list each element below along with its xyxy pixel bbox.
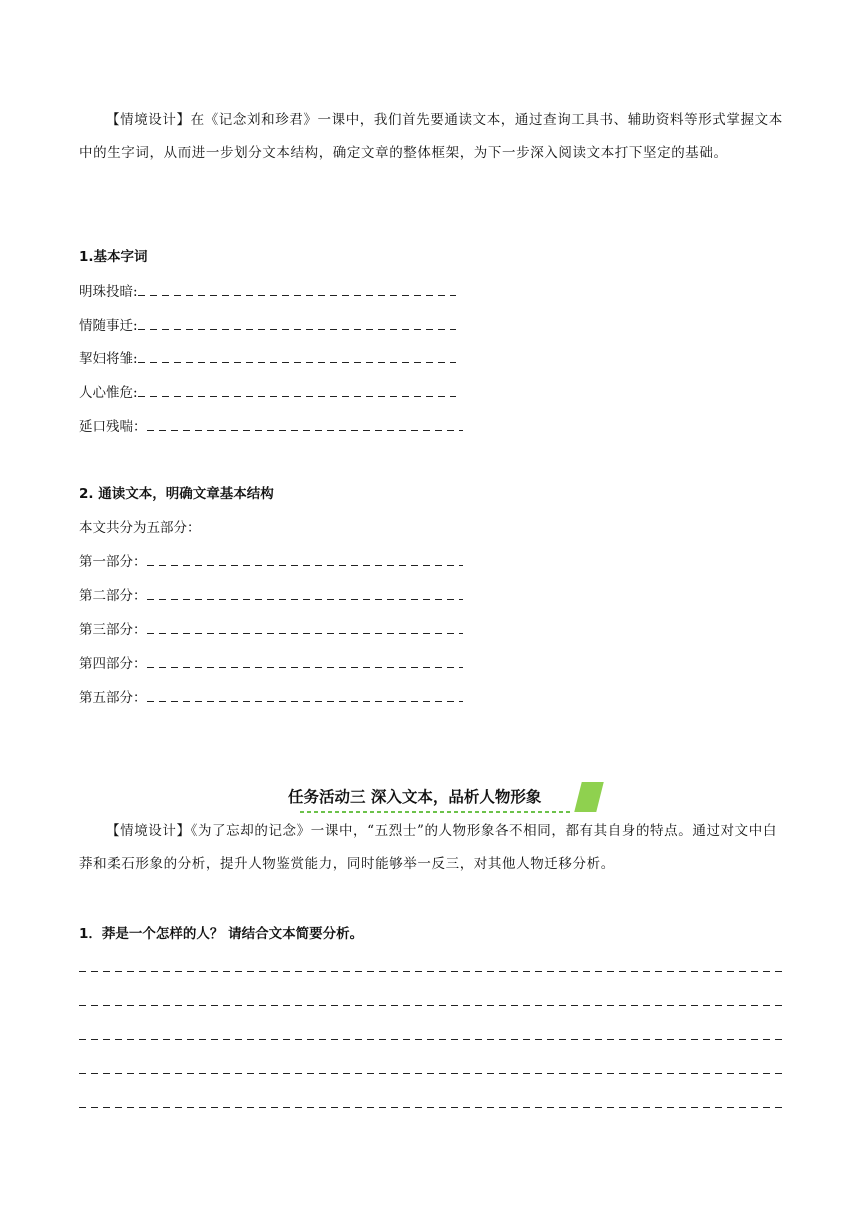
intro-paragraph: 【情境设计】在《记念刘和珍君》一课中，我们首先要通读文本，通过查询工具书、辅助资料等形式掌握文本中的生字词，从而进一步划分文本结构，确定文章的整体框架，为下一步深入阅读文本打下坚定的基础。 xyxy=(79,112,783,161)
word-item xyxy=(79,383,456,403)
word-label: 挈妇将雏: xyxy=(79,351,138,367)
answer-blank[interactable] xyxy=(138,352,456,363)
section2-title: 2. 通读文本，明确文章基本结构 xyxy=(79,486,274,502)
task-title: 任务活动三 深入文本，品析人物形象 xyxy=(288,788,542,806)
part-item xyxy=(79,688,463,708)
answer-blank[interactable] xyxy=(138,319,456,330)
part-label: 第五部分： xyxy=(79,690,147,706)
answer-blank[interactable] xyxy=(138,285,456,296)
answer-line[interactable] xyxy=(79,1073,782,1074)
answer-line[interactable] xyxy=(79,971,782,972)
part-label: 第二部分： xyxy=(79,588,147,604)
word-item xyxy=(79,316,456,336)
answer-blank[interactable] xyxy=(147,555,463,566)
task-intro-paragraph: 【情境设计】《为了忘却的记念》一课中，“五烈士”的人物形象各不相同，都有其自身的特点。通过对文中白莽和柔石形象的分析，提升人物鉴赏能力，同时能够举一反三，对其他人物迁移分析。 xyxy=(79,823,777,872)
word-item xyxy=(79,417,463,437)
flag-icon xyxy=(574,782,603,812)
answer-line[interactable] xyxy=(79,1039,782,1040)
answer-blank[interactable] xyxy=(147,589,463,600)
answer-blank[interactable] xyxy=(147,691,463,702)
part-item xyxy=(79,654,463,674)
question-1: 1．莽是一个怎样的人？ 请结合文本简要分析。 xyxy=(79,926,364,942)
answer-line[interactable] xyxy=(79,1107,782,1108)
part-label: 第四部分： xyxy=(79,656,147,672)
part-item xyxy=(79,552,463,572)
word-label: 情随事迁: xyxy=(79,318,138,334)
part-label: 第三部分： xyxy=(79,622,147,638)
word-item xyxy=(79,349,456,369)
section1-title: 1.基本字词 xyxy=(79,249,148,265)
answer-line[interactable] xyxy=(79,1005,782,1006)
part-label: 第一部分： xyxy=(79,554,147,570)
word-label: 人心惟危: xyxy=(79,385,138,401)
section2-subtitle: 本文共分为五部分： xyxy=(79,520,201,536)
part-item xyxy=(79,620,463,640)
answer-blank[interactable] xyxy=(147,657,463,668)
answer-blank[interactable] xyxy=(147,623,463,634)
answer-blank[interactable] xyxy=(138,386,456,397)
answer-blank[interactable] xyxy=(147,420,463,431)
task-title-underline xyxy=(300,811,570,813)
part-item xyxy=(79,586,463,606)
word-item xyxy=(79,282,456,302)
word-label: 明珠投暗: xyxy=(79,284,138,300)
word-label: 延口残喘： xyxy=(79,419,147,435)
